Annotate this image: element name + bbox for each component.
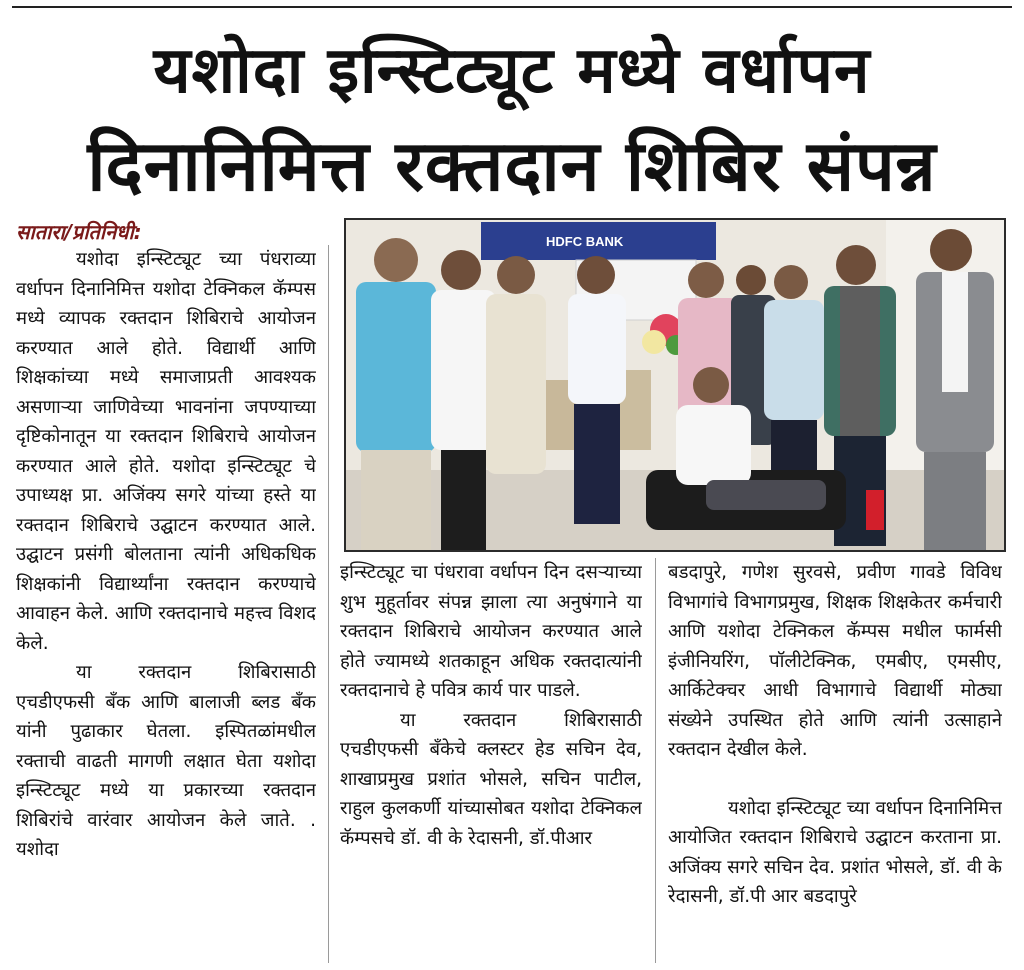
column-divider <box>655 558 656 963</box>
article-column-3 <box>668 558 1002 963</box>
column2-paragraph-2: या रक्तदान शिबिरासाठी एचडीएफसी बँकेचे क्लस्टर हेड सचिन देव, शाखाप्रमुख प्रशांत भोसले, सचिन पाटील, राहुल कुलकर्णी यांच्यासोबत यशोदा टेक्निकल कॅम्पसचे डॉ. वी के रेदासनी, डॉ.पीआर <box>340 709 642 849</box>
column-divider <box>328 245 329 963</box>
article-column-1 <box>16 245 316 963</box>
column1-paragraph-1: यशोदा इन्स्टिट्यूट च्या पंधराव्या वर्धापन दिनानिमित्त यशोदा टेक्निकल कॅम्पस मध्ये व्यापक रक्तदान शिबिराचे आयोजन करण्यात आले होते. विद्यार्थी आणि शिक्षकांच्या मध्ये समाजाप्रती आवश्यक असणाऱ्या जाणिवेच्या भावनांना जपण्याच्या दृष्टिकोनातून या रक्तदान शिबिराचे आयोजन करण्यात आले होते. यशोदा इन्स्टिट्यूट चे उपाध्यक्ष प्रा. अजिंक्य सगरे यांच्या हस्ते या रक्तदान शिबिराचे उद्घाटन करण्यात आले. उद्घाटन प्रसंगी बोलताना त्यांनी अधिकधिक शिक्षकांनी विद्यार्थ्यांना रक्तदान करण्याचे आवाहन केले. आणि रक्तदानाचे महत्त्व विशद केले. <box>16 249 316 654</box>
photo-caption: यशोदा इन्स्टिट्यूट च्या वर्धापन दिनानिमित्त आयोजित रक्तदान शिबिराचे उद्घाटन करताना प्रा. अजिंक्य सगरे सचिन देव. प्रशांत भोसले, डॉ. वी के रेदासनी, डॉ.पी आर बडदापुरे <box>668 797 1002 907</box>
top-rule <box>12 6 1012 8</box>
column2-paragraph-1: इन्स्टिट्यूट चा पंधरावा वर्धापन दिन दसऱ्याच्या शुभ मुहूर्तावर संपन्न झाला त्या अनुषंगाने या रक्तदान शिबिराचे आयोजन करण्यात आले होते ज्यामध्ये शतकाहून अधिक रक्तदात्यांनी रक्तदानाचे हे पवित्र कार्य पार पाडले. <box>340 562 642 701</box>
dateline: सातारा/प्रतिनिधी: <box>16 220 142 244</box>
bank-banner-text: HDFC BANK <box>546 234 624 249</box>
headline-line-2: दिनानिमित्त रक्तदान शिबिर संपन्न <box>87 125 937 207</box>
column3-paragraph-1: बडदापुरे, गणेश सुरवसे, प्रवीण गावडे विविध विभागांचे विभागप्रमुख, शिक्षक शिक्षकेतर कर्मचारी आणि यशोदा टेक्निकल कॅम्पस मधील फार्मसी इंजीनियरिंग, पॉलीटेक्निक, एमबीए, एमसीए, आर्किटेक्चर आधी विभागाचे विद्यार्थी मोठ्या संख्येने उपस्थित होते आणि त्यांनी उत्साहाने रक्तदान देखील केले. <box>668 562 1002 760</box>
headline-line-1: यशोदा इन्स्टिट्यूट मध्ये वर्धापन <box>153 34 871 108</box>
photo-illustration <box>346 220 1004 550</box>
article-column-2 <box>340 558 642 963</box>
event-photo <box>344 218 1006 552</box>
column1-paragraph-2: या रक्तदान शिबिरासाठी एचडीएफसी बँक आणि बालाजी ब्लड बँक यांनी पुढाकार घेतला. इस्पितळांमधील रक्ताची वाढती मागणी लक्षात घेता यशोदा इन्स्टिट्यूट मध्ये या प्रकारच्या रक्तदान शिबिरांचे वारंवार आयोजन केले जाते. . यशोदा <box>16 662 316 860</box>
